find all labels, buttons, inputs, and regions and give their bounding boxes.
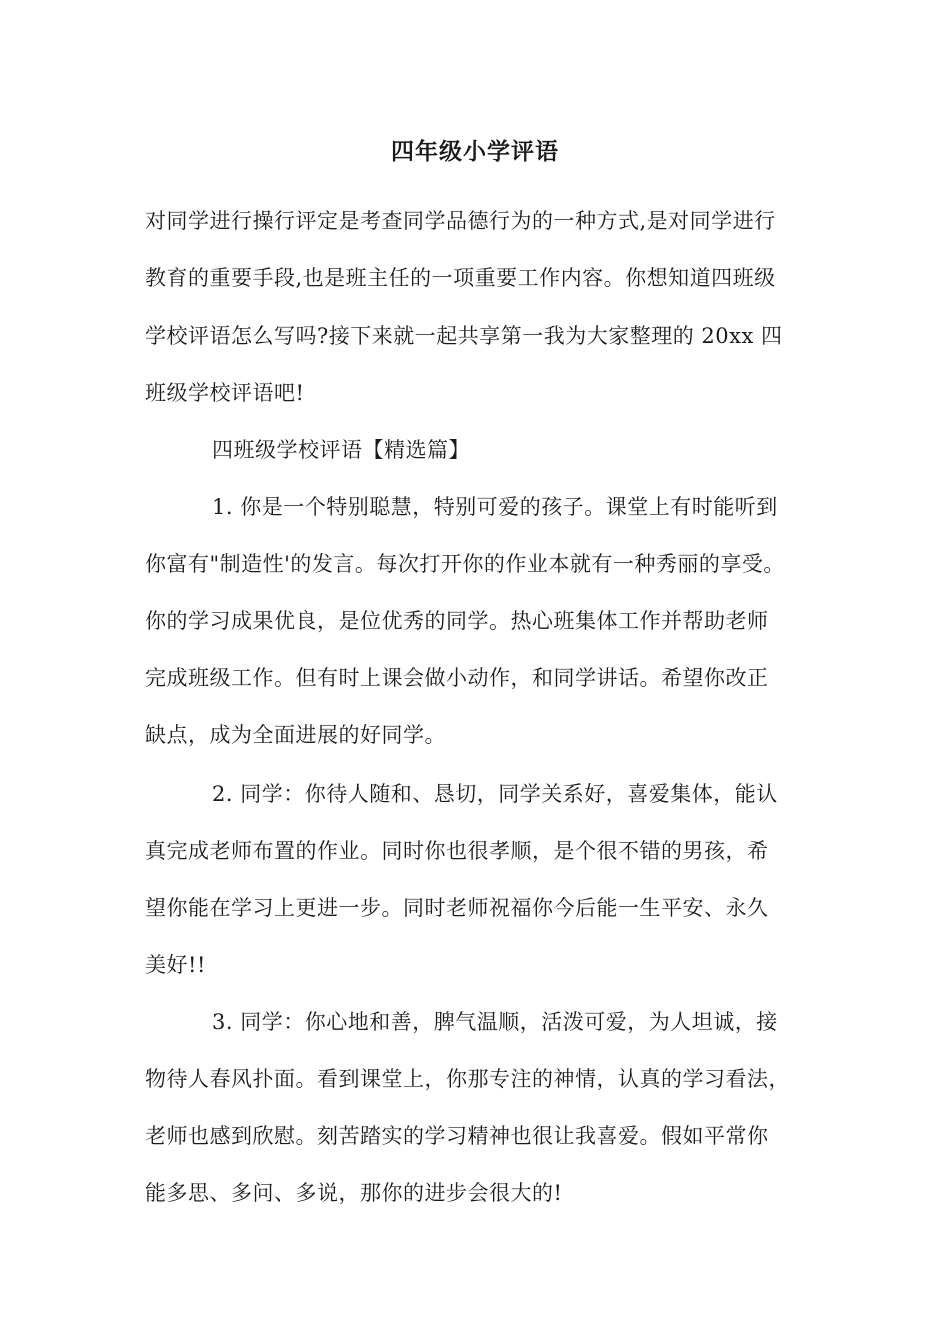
item-1-line: 完成班级工作。但有时上课会做小动作，和同学讲话。希望你改正 <box>145 666 769 690</box>
item-2-line: 美好!! <box>145 953 206 977</box>
item-3-line: 物待人春风扑面。看到课堂上，你那专注的神情，认真的学习看法， <box>145 1067 790 1091</box>
intro-line: 学校评语怎么写吗?接下来就一起共享第一我为大家整理的 20xx 四 <box>145 324 783 348</box>
item-1-line: 你富有"制造性'的发言。每次打开你的作业本就有一种秀丽的享受。 <box>145 552 785 576</box>
item-1-line: 缺点，成为全面进展的好同学。 <box>145 723 446 747</box>
item-3-line: 能多思、多问、多说，那你的进步会很大的! <box>145 1181 563 1205</box>
item-3-line: 老师也感到欣慰。刻苦踏实的学习精神也很让我喜爱。假如平常你 <box>145 1124 769 1148</box>
intro-line: 对同学进行操行评定是考查同学品德行为的一种方式,是对同学进行 <box>145 209 776 233</box>
intro-line: 教育的重要手段,也是班主任的一项重要工作内容。你想知道四班级 <box>145 266 776 290</box>
item-2-line: 2. 同学：你待人随和、恳切，同学关系好，喜爱集体，能认 <box>212 782 778 806</box>
item-1-line: 你的学习成果优良，是位优秀的同学。热心班集体工作并帮助老师 <box>145 609 769 633</box>
item-2-line: 望你能在学习上更进一步。同时老师祝福你今后能一生平安、永久 <box>145 896 769 920</box>
document-title: 四年级小学评语 <box>391 138 559 165</box>
intro-line: 班级学校评语吧! <box>145 381 305 405</box>
item-3-line: 3. 同学：你心地和善，脾气温顺，活泼可爱，为人坦诚，接 <box>212 1010 778 1034</box>
item-1-line: 1. 你是一个特别聪慧，特别可爱的孩子。课堂上有时能听到 <box>212 495 778 519</box>
item-2-line: 真完成老师布置的作业。同时你也很孝顺，是个很不错的男孩，希 <box>145 839 769 863</box>
section-heading: 四班级学校评语【精选篇】 <box>212 438 470 462</box>
